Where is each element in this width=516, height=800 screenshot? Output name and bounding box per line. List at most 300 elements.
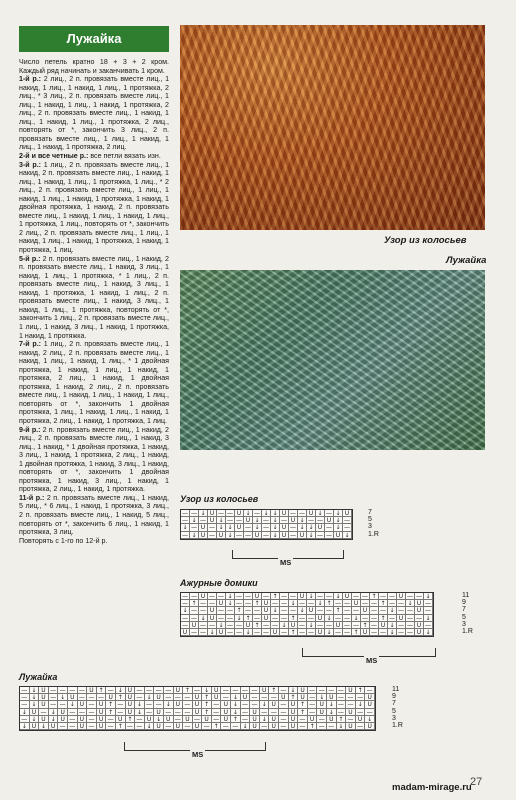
chart-cell: —: [398, 600, 404, 608]
chart-cell: —: [279, 709, 289, 716]
chart-cell: U: [190, 622, 199, 629]
chart-cell: U: [397, 615, 406, 622]
chart-cell: U: [87, 687, 97, 694]
chart-cell: ↑: [298, 701, 308, 708]
chart2-repeat-label: MS: [366, 656, 378, 665]
chart-cell: —: [326, 531, 332, 539]
chart-cell: —: [227, 517, 233, 525]
chart-cell: —: [281, 517, 287, 525]
chart-cell: U: [116, 716, 126, 723]
chart-cell: U: [365, 694, 375, 701]
chart-cell: —: [221, 687, 231, 694]
chart-cell: —: [365, 687, 375, 694]
chart-cell: ↓: [181, 607, 190, 614]
chart-row-number: 1.R: [392, 722, 403, 730]
chart-cell: —: [353, 607, 359, 615]
chart-cell: —: [389, 614, 395, 622]
caption-photo2: Лужайка: [446, 255, 487, 266]
chart-cell: —: [290, 607, 296, 615]
chart-cell: —: [380, 607, 386, 615]
chart-cell: —: [209, 593, 215, 600]
chart-cell: ↓: [271, 510, 280, 517]
chart-cell: —: [68, 723, 78, 730]
chart-cell: ↑: [253, 600, 262, 607]
chart-cell: U: [174, 723, 184, 730]
chart-cell: U: [126, 687, 136, 694]
chart-cell: ↓: [241, 723, 251, 730]
chart-cell: U: [298, 532, 307, 539]
chart-cell: U: [212, 694, 222, 701]
chart-cell: —: [182, 621, 188, 629]
chart-cell: U: [289, 723, 299, 730]
chart-cell: —: [299, 614, 305, 622]
row-instruction: [19, 494, 169, 537]
chart-cell: ↓: [181, 524, 190, 531]
chart-cell: U: [289, 709, 299, 716]
chart-cell: ↑: [269, 687, 279, 694]
chart-cell: —: [425, 621, 431, 629]
chart-cell: —: [326, 524, 332, 532]
chart-cell: ↓: [190, 532, 199, 539]
chart-cell: —: [335, 628, 341, 636]
chart-cell: U: [78, 701, 88, 708]
chart-row-number: 1.R: [368, 530, 379, 538]
chart-cell: —: [145, 709, 155, 716]
chart-cell: —: [174, 716, 184, 723]
chart-cell: —: [279, 723, 289, 730]
chart-cell: ↓: [217, 524, 226, 531]
chart-cell: ↓: [307, 622, 316, 629]
chart-cell: U: [208, 510, 217, 517]
chart-cell: —: [58, 687, 68, 694]
chart-cell: —: [218, 607, 224, 615]
chart-cell: —: [245, 531, 251, 539]
chart-cell: ↓: [135, 709, 145, 716]
chart-cell: —: [299, 628, 305, 636]
chart-cell: —: [279, 687, 289, 694]
chart-cell: U: [174, 701, 184, 708]
chart-cell: ↓: [20, 709, 30, 716]
chart-cell: —: [200, 517, 206, 525]
chart-cell: U: [199, 593, 208, 600]
chart-cell: —: [49, 694, 59, 701]
chart-cell: U: [164, 716, 174, 723]
chart-cell: —: [337, 687, 347, 694]
chart-cell: ↓: [424, 615, 433, 622]
chart-cell: —: [344, 600, 350, 608]
chart-cell: —: [183, 723, 193, 730]
chart-cell: U: [217, 600, 226, 607]
chart-cell: U: [262, 607, 271, 614]
chart-cell: U: [199, 524, 208, 531]
chart-cell: —: [317, 607, 323, 615]
chart-cell: ↑: [235, 607, 244, 614]
chart-cell: —: [371, 600, 377, 608]
chart-cell: ↓: [58, 694, 68, 701]
chart-cell: U: [253, 532, 262, 539]
chart-cell: U: [397, 593, 406, 600]
chart-cell: ↑: [116, 723, 126, 730]
chart-cell: —: [407, 614, 413, 622]
chart-cell: ↓: [327, 709, 337, 716]
chart-cell: ↓: [145, 694, 155, 701]
chart-cell: ↑: [106, 701, 116, 708]
chart-cell: U: [97, 709, 107, 716]
chart-cell: ↓: [298, 607, 307, 614]
chart-cell: ↓: [424, 629, 433, 636]
chart-cell: U: [202, 716, 212, 723]
chart-cell: —: [191, 510, 197, 517]
chart-cell: —: [353, 593, 359, 600]
chart3-title: Лужайка: [19, 672, 58, 682]
chart-cell: —: [344, 607, 350, 615]
chart-cell: U: [235, 524, 244, 531]
chart-cell: —: [398, 628, 404, 636]
chart-cell: U: [327, 694, 337, 701]
chart-cell: —: [380, 628, 386, 636]
chart-cell: ↑: [325, 600, 334, 607]
chart-cell: U: [217, 629, 226, 636]
chart-cell: U: [334, 532, 343, 539]
chart-cell: ↓: [244, 510, 253, 517]
chart-cell: U: [298, 593, 307, 600]
photo-wheat-ear-pattern: [180, 25, 485, 230]
chart-cell: ↑: [289, 615, 298, 622]
chart-cell: U: [415, 622, 424, 629]
chart-cell: U: [346, 723, 356, 730]
chart-cell: U: [30, 709, 40, 716]
chart-row-number: 3: [462, 620, 466, 628]
chart-cell: ↑: [244, 615, 253, 622]
chart-cell: —: [335, 600, 341, 608]
chart-cell: ↑: [190, 600, 199, 607]
chart-cell: —: [87, 694, 97, 701]
chart-cell: —: [317, 531, 323, 539]
chart-cell: —: [227, 621, 233, 629]
chart-cell: ↓: [49, 709, 59, 716]
chart-cell: U: [415, 607, 424, 614]
chart-cell: —: [236, 621, 242, 629]
chart-cell: U: [241, 694, 251, 701]
chart-cell: U: [58, 709, 68, 716]
row-instructions: [19, 75, 169, 537]
chart-cell: —: [335, 614, 341, 622]
row-label: 9-й р.:: [19, 425, 43, 434]
row-label: 3-й р.:: [19, 160, 44, 169]
chart-cell: U: [174, 687, 184, 694]
chart-cell: ↓: [145, 723, 155, 730]
caption-photo1: Узор из колосьев: [384, 235, 467, 246]
chart-cell: —: [290, 524, 296, 532]
chart-cell: —: [326, 593, 332, 600]
chart-cell: —: [191, 628, 197, 636]
chart-cell: ↓: [325, 615, 334, 622]
chart-cell: —: [241, 701, 251, 708]
chart-cell: ↓: [202, 687, 212, 694]
chart-cell: U: [221, 716, 231, 723]
chart-cell: —: [344, 517, 350, 525]
chart-cell: —: [218, 593, 224, 600]
chart-cell: —: [317, 687, 327, 694]
chart-cell: —: [145, 701, 155, 708]
chart-cell: ↓: [226, 600, 235, 607]
chart-cell: U: [126, 701, 136, 708]
chart-cell: U: [346, 709, 356, 716]
chart-cell: —: [353, 621, 359, 629]
chart-cell: —: [164, 723, 174, 730]
chart-cell: —: [193, 716, 203, 723]
chart-cell: —: [250, 687, 260, 694]
chart-cell: U: [316, 524, 325, 531]
chart-cell: U: [244, 622, 253, 629]
chart-cell: U: [193, 723, 203, 730]
chart-cell: —: [425, 607, 431, 615]
chart-cell: ↓: [298, 517, 307, 524]
chart-cell: U: [361, 629, 370, 636]
chart-cell: ↓: [307, 593, 316, 600]
chart-cell: ↑: [106, 709, 116, 716]
chart-cell: ↑: [298, 709, 308, 716]
chart-cell: ↓: [260, 716, 270, 723]
chart-cell: ↓: [190, 517, 199, 524]
chart-cell: —: [191, 614, 197, 622]
repeat-note: Повторять с 1-го по 12-й р.: [19, 536, 108, 545]
chart-cell: U: [260, 687, 270, 694]
chart-cell: ↓: [280, 622, 289, 629]
chart-cell: —: [326, 621, 332, 629]
chart-cell: —: [254, 614, 260, 622]
chart-cell: —: [380, 593, 386, 600]
chart-cell: —: [260, 709, 270, 716]
chart-cell: ↑: [370, 593, 379, 600]
chart-row-number: 1.R: [462, 628, 473, 636]
chart-cell: —: [212, 709, 222, 716]
chart-cell: ↑: [352, 629, 361, 636]
chart-cell: ↓: [30, 694, 40, 701]
chart-cell: —: [263, 628, 269, 636]
chart-cell: U: [235, 510, 244, 517]
chart-cell: —: [236, 531, 242, 539]
chart-cell: ↓: [30, 687, 40, 694]
chart-cell: ↓: [217, 622, 226, 629]
chart-cell: —: [337, 701, 347, 708]
chart-cell: ↓: [289, 687, 299, 694]
chart-cell: —: [250, 701, 260, 708]
row-instruction: [19, 152, 169, 161]
chart-cell: U: [217, 532, 226, 539]
chart-cell: ↓: [388, 607, 397, 614]
row-text: 1 лиц., 2 п. провязать вместе лиц., 1 накид, 2 п. провязать вместе лиц., 1 накид, 1 лиц., 1 накид, 1 лиц., 1 протяжка, 1 лиц., * 2 лиц., 2 п. провязать вместе лиц., 1 лиц., 1 накид, 1 лиц., 1 накид, 1 протяжка, 1 накид, 1 двойная протяжка, 1 накид, 2 п. провязать вместе лиц., 1 накид, 1 лиц., 1 накид, 1 лиц., 1 протяжка, 1 лиц., повторять от *, закончить 2 лиц., 2 п. провязать вместе лиц., 1 лиц., 1 накид, 1 лиц., 1 накид, 1 протяжка, 1 накид, 1 протяжка, 1 лиц.: [19, 160, 170, 255]
chart-cell: —: [87, 716, 97, 723]
chart-cell: —: [298, 716, 308, 723]
chart-cell: ↑: [379, 600, 388, 607]
chart-row-number: 5: [392, 707, 396, 715]
chart-cell: U: [49, 723, 59, 730]
chart-cell: —: [191, 524, 197, 532]
chart-cell: —: [202, 723, 212, 730]
row-label: 5-й р.:: [19, 254, 43, 263]
chart-cell: —: [269, 709, 279, 716]
chart-cell: ↓: [208, 629, 217, 636]
chart-cell: ↓: [253, 517, 262, 524]
chart-cell: —: [254, 607, 260, 615]
chart-cell: ↓: [30, 716, 40, 723]
chart-cell: ↑: [271, 593, 280, 600]
chart-cell: ↑: [289, 694, 299, 701]
chart-cell: U: [415, 629, 424, 636]
chart-cell: —: [221, 694, 231, 701]
chart-cell: —: [371, 614, 377, 622]
chart-cell: ↓: [271, 517, 280, 524]
chart-cell: —: [20, 687, 30, 694]
chart-cell: ↑: [337, 716, 347, 723]
chart-cell: U: [154, 723, 164, 730]
chart-cell: U: [68, 694, 78, 701]
row-text: 2 п. провязать вместе лиц., 1 накид, 2 лиц., 2 п. провязать вместе лиц., 1 накид, 3 лиц., 1 накид, * 1 двойная протяжка, 1 накид, 3 лиц., 1 накид, 1 протяжка, 2 лиц., 1 накид, 1 двойная протяжка, 1 накид, 3 лиц., 1 накид, повторять от *, закончить 1 двойная протяжка, 1 накид, 3 лиц., 1 накид, 1 протяжка, 2 лиц., 1 накид, 1 протяжка.: [19, 425, 169, 494]
chart-cell: —: [263, 531, 269, 539]
chart-cell: —: [317, 621, 323, 629]
chart-cell: —: [263, 517, 269, 525]
chart-cell: —: [317, 716, 327, 723]
chart-cell: —: [308, 628, 314, 636]
chart-cell: ↑: [334, 607, 343, 614]
chart-cell: U: [346, 687, 356, 694]
chart-cell: —: [200, 607, 206, 615]
chart-cell: U: [193, 709, 203, 716]
chart-cell: —: [263, 621, 269, 629]
chart-cell: U: [154, 709, 164, 716]
chart-cell: —: [346, 701, 356, 708]
row-label: 7-й р.:: [19, 340, 44, 349]
chart-cell: —: [362, 600, 368, 608]
chart-cell: —: [245, 524, 251, 532]
chart-cell: —: [174, 694, 184, 701]
chart-cell: —: [209, 621, 215, 629]
chart-cell: U: [269, 701, 279, 708]
chart-cell: —: [20, 716, 30, 723]
chart-cell: U: [361, 607, 370, 614]
chart-cell: U: [208, 517, 217, 524]
chart-cell: U: [253, 593, 262, 600]
pattern-title: Лужайка: [19, 26, 169, 52]
chart-cell: —: [389, 600, 395, 608]
chart-cell: —: [174, 709, 184, 716]
chart-cell: U: [106, 694, 116, 701]
chart-cell: —: [269, 694, 279, 701]
chart-cell: —: [279, 701, 289, 708]
chart-cell: —: [49, 687, 59, 694]
chart-cell: ↓: [334, 593, 343, 600]
chart-cell: ↓: [30, 701, 40, 708]
chart-cell: U: [298, 694, 308, 701]
chart-cell: —: [290, 510, 296, 517]
chart-cell: ↓: [262, 510, 271, 517]
chart-cell: —: [68, 687, 78, 694]
chart-cell: ↓: [271, 524, 280, 531]
chart-cell: —: [97, 694, 107, 701]
chart-cell: —: [407, 628, 413, 636]
chart-cell: —: [221, 723, 231, 730]
chart-cell: ↓: [49, 716, 59, 723]
chart-cell: —: [78, 687, 88, 694]
chart-cell: U: [289, 622, 298, 629]
chart-cell: ↓: [316, 600, 325, 607]
chart-cell: ↓: [199, 510, 208, 517]
chart-cell: U: [39, 701, 49, 708]
chart-cell: —: [212, 701, 222, 708]
chart-cell: —: [58, 701, 68, 708]
chart-cell: ↑: [379, 615, 388, 622]
chart-cell: —: [164, 694, 174, 701]
chart-cell: —: [164, 687, 174, 694]
chart-cell: —: [299, 600, 305, 608]
chart-cell: —: [279, 716, 289, 723]
chart-cell: —: [49, 701, 59, 708]
row-instruction: [19, 426, 169, 494]
row-label: 1-й р.:: [19, 75, 44, 84]
chart-cell: —: [218, 510, 224, 517]
chart-row-number: 3: [368, 523, 372, 531]
chart-cell: —: [398, 607, 404, 615]
chart-cell: ↓: [406, 600, 415, 607]
chart-cell: U: [250, 709, 260, 716]
chart-row-number: 9: [392, 693, 396, 701]
chart-cell: U: [262, 600, 271, 607]
chart-cell: ↓: [388, 622, 397, 629]
chart-cell: —: [20, 694, 30, 701]
chart-cell: —: [116, 701, 126, 708]
chart-cell: U: [154, 694, 164, 701]
row-text: 1 лиц., 2 п. провязать вместе лиц., 1 накид, 2 лиц., 2 п. провязать вместе лиц., 1 накид, 1 лиц., 1 накид, 1 лиц., * 1 двойная протяжка, 1 накид, 1 лиц., 1 накид, 1 протяжка, 2 лиц., 1 накид, 1 двойная протяжка, 1 накид, 2 лиц., 2 п. провязать вместе лиц., 1 накид, 1 лиц., 1 накид, 1 лиц., повторять от *, закончить 1 двойная протяжка, 1 лиц., 1 накид, 1 лиц., 1 накид, 1 протяжка, 2 лиц., 1 накид, 1 протяжка, 1 лиц.: [19, 340, 170, 425]
chart-cell: ↓: [154, 716, 164, 723]
chart-cell: U: [212, 687, 222, 694]
chart-cell: —: [326, 510, 332, 517]
photo-lawn-pattern: [180, 270, 485, 450]
chart-cell: U: [280, 532, 289, 539]
chart-row-number: 7: [392, 700, 396, 708]
chart-cell: —: [135, 723, 145, 730]
chart-row-number: 11: [462, 592, 470, 599]
chart-cell: —: [365, 709, 375, 716]
website-url: madam-mirage.ru: [392, 782, 472, 793]
row-label: 11-й р.:: [19, 493, 47, 502]
chart-cell: ↓: [260, 701, 270, 708]
chart-cell: U: [181, 629, 190, 636]
chart-cell: ↓: [388, 629, 397, 636]
chart-row-number: 7: [462, 606, 466, 614]
chart-cell: ↓: [20, 723, 30, 730]
chart-cell: —: [299, 621, 305, 629]
chart-cell: —: [290, 531, 296, 539]
chart-cell: U: [78, 723, 88, 730]
chart-cell: —: [227, 607, 233, 615]
chart-cell: —: [263, 524, 269, 532]
chart-cell: ↓: [307, 532, 316, 539]
row-text: 2 лиц., 2 п. провязать вместе лиц., 1 накид, 1 лиц., 1 накид, 1 лиц., 1 протяжка, 2 лиц., * 3 лиц., 2 п. провязать вместе лиц., 1 лиц., 1 накид, 1 лиц., 1 накид, 1 протяжка, 2 лиц., 2 п. провязать вместе лиц., 1 накид, 1 лиц., 1 накид, 1 лиц., 1 протяжка, 2 лиц., повторять от *, закончить 3 лиц., 2 п. провязать вместе лиц., 1 лиц., 1 накид, 1 лиц., 1 накид, 1 протяжка, 2 лиц.: [19, 75, 170, 152]
chart-cell: —: [126, 723, 136, 730]
chart-cell: U: [379, 622, 388, 629]
chart-cell: U: [327, 716, 337, 723]
chart-cell: —: [298, 723, 308, 730]
chart-cell: —: [317, 593, 323, 600]
chart-cell: —: [281, 614, 287, 622]
chart-cell: ↓: [334, 510, 343, 517]
chart-cell: —: [227, 614, 233, 622]
chart-cell: —: [346, 694, 356, 701]
chart-cell: U: [289, 701, 299, 708]
intro-text: Число петель кратно 18 + 3 + 2 кром. Каждый ряд начинать и заканчивать 1 кром.: [19, 58, 169, 75]
chart-cell: U: [343, 593, 352, 600]
